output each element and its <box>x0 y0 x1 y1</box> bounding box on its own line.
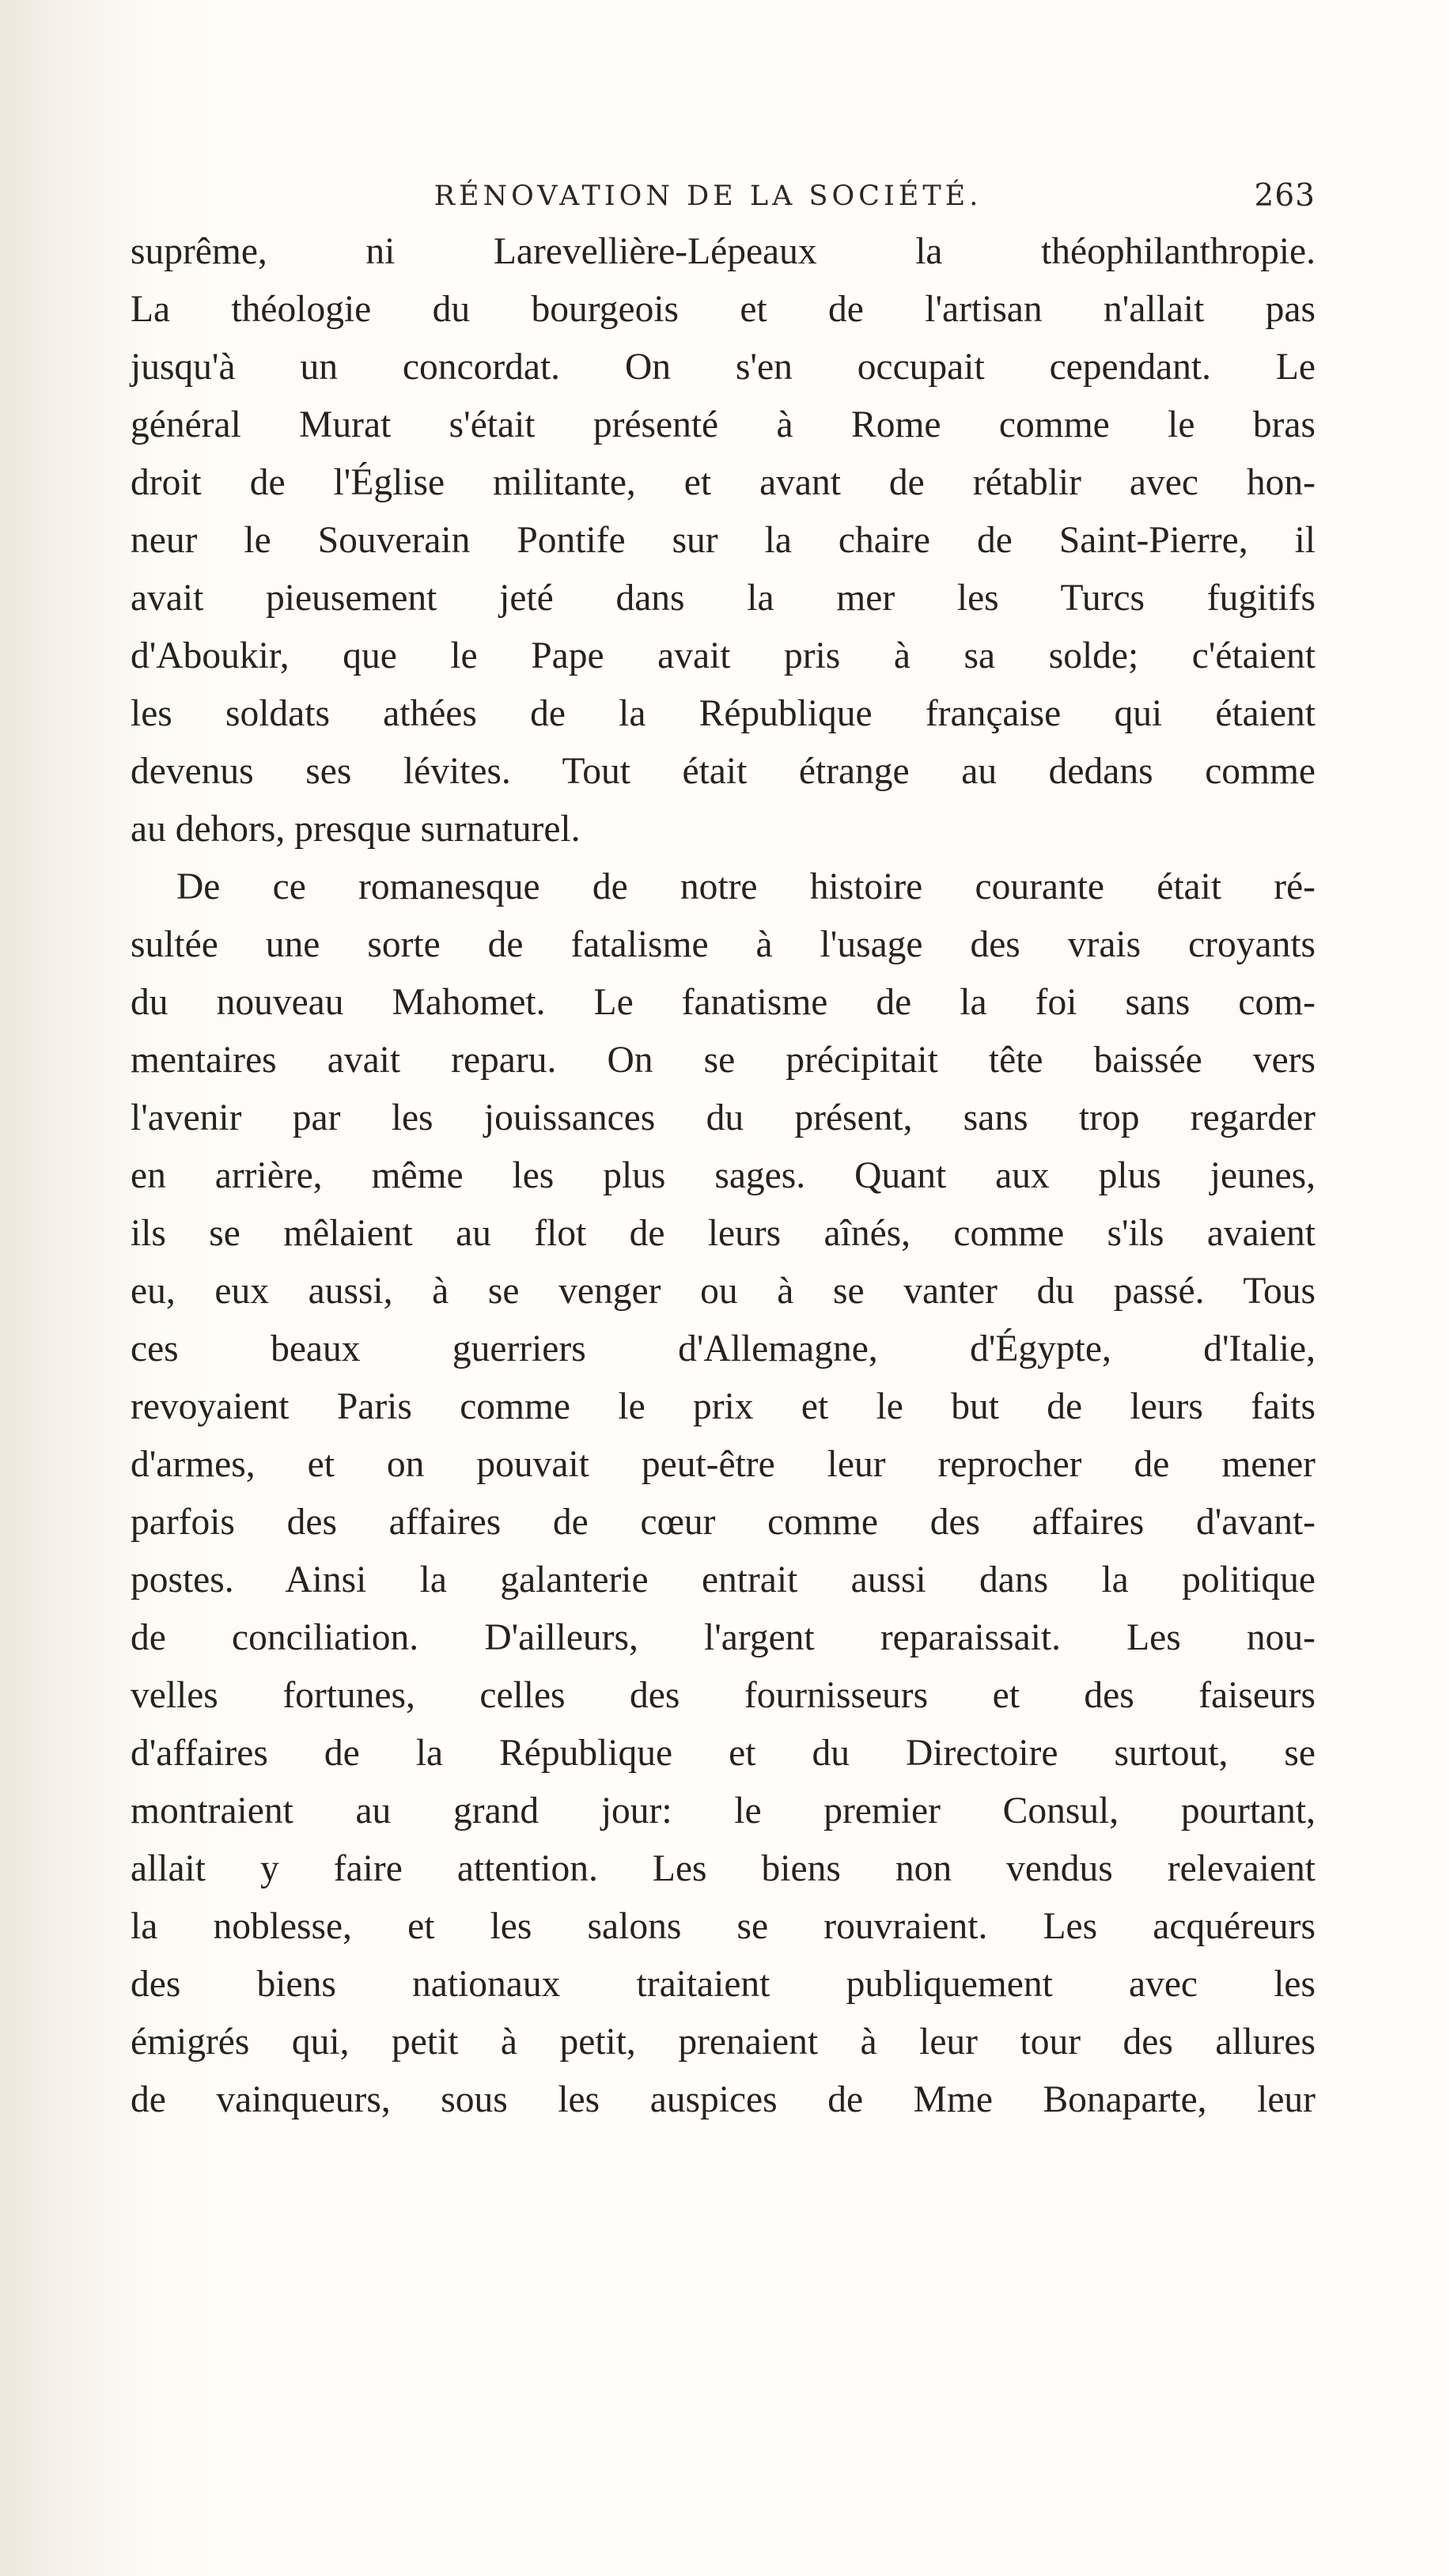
text-line: jusqu'à un concordat. On s'en occupait cependant. Le <box>131 347 1316 388</box>
text-line: montraient au grand jour: le premier Consul, pourtant, <box>131 1790 1316 1832</box>
text-line: d'affaires de la République et du Directoire surtout, se <box>131 1733 1316 1774</box>
running-head <box>131 172 1316 220</box>
text-line: d'Aboukir, que le Pape avait pris à sa solde; c'étaient <box>131 635 1316 676</box>
text-line: l'avenir par les jouissances du présent, sans trop regarder <box>131 1097 1316 1138</box>
text-line: avait pieusement jeté dans la mer les Turcs fugitifs <box>131 578 1316 619</box>
text-line: La théologie du bourgeois et de l'artisan n'allait pas <box>131 289 1316 330</box>
text-line: postes. Ainsi la galanterie entrait aussi dans la politique <box>131 1559 1316 1601</box>
text-line: de vainqueurs, sous les auspices de Mme Bonaparte, leur <box>131 2079 1316 2120</box>
text-line: suprême, ni Larevellière-Lépeaux la théophilanthropie. <box>131 231 1316 272</box>
text-line: les soldats athées de la République française qui étaient <box>131 693 1316 734</box>
text-line: revoyaient Paris comme le prix et le but de leurs faits <box>131 1386 1316 1427</box>
running-title: RÉNOVATION DE LA SOCIÉTÉ. <box>433 180 982 212</box>
text-line: émigrés qui, petit à petit, prenaient à leur tour des allures <box>131 2021 1316 2063</box>
paragraph-first-line: De ce romanesque de notre histoire courante était ré- <box>176 866 1316 907</box>
text-line: sultée une sorte de fatalisme à l'usage des vrais croyants <box>131 924 1316 965</box>
text-line: des biens nationaux traitaient publiquement avec les <box>131 1964 1316 2005</box>
text-line: général Murat s'était présenté à Rome comme le bras <box>131 404 1316 445</box>
text-line: ces beaux guerriers d'Allemagne, d'Égypte, d'Italie, <box>131 1328 1316 1369</box>
body-text <box>131 223 1316 2129</box>
text-line: mentaires avait reparu. On se précipitait tête baissée vers <box>131 1040 1316 1081</box>
paragraph-last-line: au dehors, presque surnaturel. <box>131 809 581 850</box>
page-number: 263 <box>1254 178 1316 214</box>
text-line: eu, eux aussi, à se venger ou à se vanter du passé. Tous <box>131 1271 1316 1312</box>
text-line: ils se mêlaient au flot de leurs aînés, comme s'ils avaient <box>131 1213 1316 1254</box>
text-line: droit de l'Église militante, et avant de rétablir avec hon- <box>131 462 1316 503</box>
text-line: parfois des affaires de cœur comme des affaires d'avant- <box>131 1502 1316 1543</box>
text-line: en arrière, même les plus sages. Quant aux plus jeunes, <box>131 1155 1316 1196</box>
text-line: allait y faire attention. Les biens non vendus relevaient <box>131 1848 1316 1889</box>
text-line: devenus ses lévites. Tout était étrange au dedans comme <box>131 751 1316 792</box>
text-line: du nouveau Mahomet. Le fanatisme de la foi sans com- <box>131 982 1316 1023</box>
text-line: de conciliation. D'ailleurs, l'argent reparaissait. Les nou- <box>131 1617 1316 1658</box>
text-line: la noblesse, et les salons se rouvraient. Les acquéreurs <box>131 1906 1316 1947</box>
text-line: velles fortunes, celles des fournisseurs et des faiseurs <box>131 1675 1316 1716</box>
text-line: d'armes, et on pouvait peut-être leur reprocher de mener <box>131 1444 1316 1485</box>
text-line: neur le Souverain Pontife sur la chaire de Saint-Pierre, il <box>131 520 1316 561</box>
